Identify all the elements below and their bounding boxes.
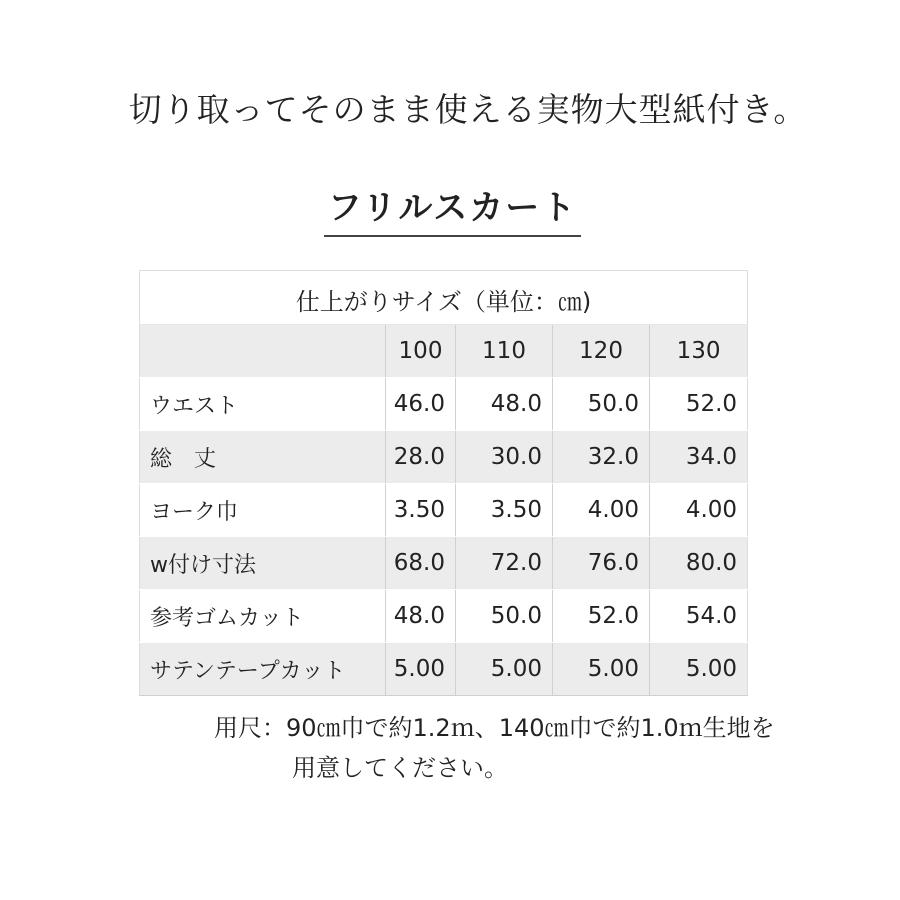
product-title: フリルスカート	[324, 180, 582, 237]
fabric-note-line2: 用意してください。	[292, 754, 508, 782]
size-header: 110	[456, 325, 553, 378]
value-cell: 4.00	[553, 484, 650, 537]
table-row	[140, 537, 748, 590]
value-cell: 28.0	[386, 431, 456, 484]
value-cell: 5.00	[650, 643, 748, 696]
value-cell: 80.0	[650, 537, 748, 590]
table-row	[140, 378, 748, 431]
table-row	[140, 590, 748, 643]
value-cell: 50.0	[456, 590, 553, 643]
value-cell: 3.50	[456, 484, 553, 537]
headline: 切り取ってそのまま使える実物大型紙付き。	[128, 90, 808, 129]
value-cell: 52.0	[650, 378, 748, 431]
value-cell: 30.0	[456, 431, 553, 484]
value-cell: 34.0	[650, 431, 748, 484]
value-cell: 5.00	[456, 643, 553, 696]
value-cell: 4.00	[650, 484, 748, 537]
value-cell: 68.0	[386, 537, 456, 590]
caption-row	[140, 271, 748, 325]
value-cell: 5.00	[386, 643, 456, 696]
table-row	[140, 643, 748, 696]
row-label: ヨーク巾	[140, 484, 386, 537]
row-label: 総 丈	[140, 431, 386, 484]
value-cell: 48.0	[386, 590, 456, 643]
title-wrap	[0, 180, 900, 237]
value-cell: 50.0	[553, 378, 650, 431]
row-label: サテンテープカット	[140, 643, 386, 696]
value-cell: 52.0	[553, 590, 650, 643]
value-cell: 32.0	[553, 431, 650, 484]
fabric-note-line1: 用尺：90㎝巾で約1.2ｍ、140㎝巾で約1.0ｍ生地を	[214, 714, 775, 742]
size-table	[139, 270, 748, 696]
table-row	[140, 431, 748, 484]
header-row	[140, 325, 748, 378]
table-caption: 仕上がりサイズ（単位：㎝)	[140, 271, 748, 325]
row-label: ウエスト	[140, 378, 386, 431]
value-cell: 5.00	[553, 643, 650, 696]
value-cell: 72.0	[456, 537, 553, 590]
row-label: 参考ゴムカット	[140, 590, 386, 643]
table-row	[140, 484, 748, 537]
value-cell: 54.0	[650, 590, 748, 643]
value-cell: 48.0	[456, 378, 553, 431]
header-corner	[140, 325, 386, 378]
value-cell: 3.50	[386, 484, 456, 537]
size-header: 130	[650, 325, 748, 378]
fabric-note	[214, 708, 775, 788]
size-header: 120	[553, 325, 650, 378]
value-cell: 76.0	[553, 537, 650, 590]
size-header: 100	[386, 325, 456, 378]
value-cell: 46.0	[386, 378, 456, 431]
row-label: w付け寸法	[140, 537, 386, 590]
